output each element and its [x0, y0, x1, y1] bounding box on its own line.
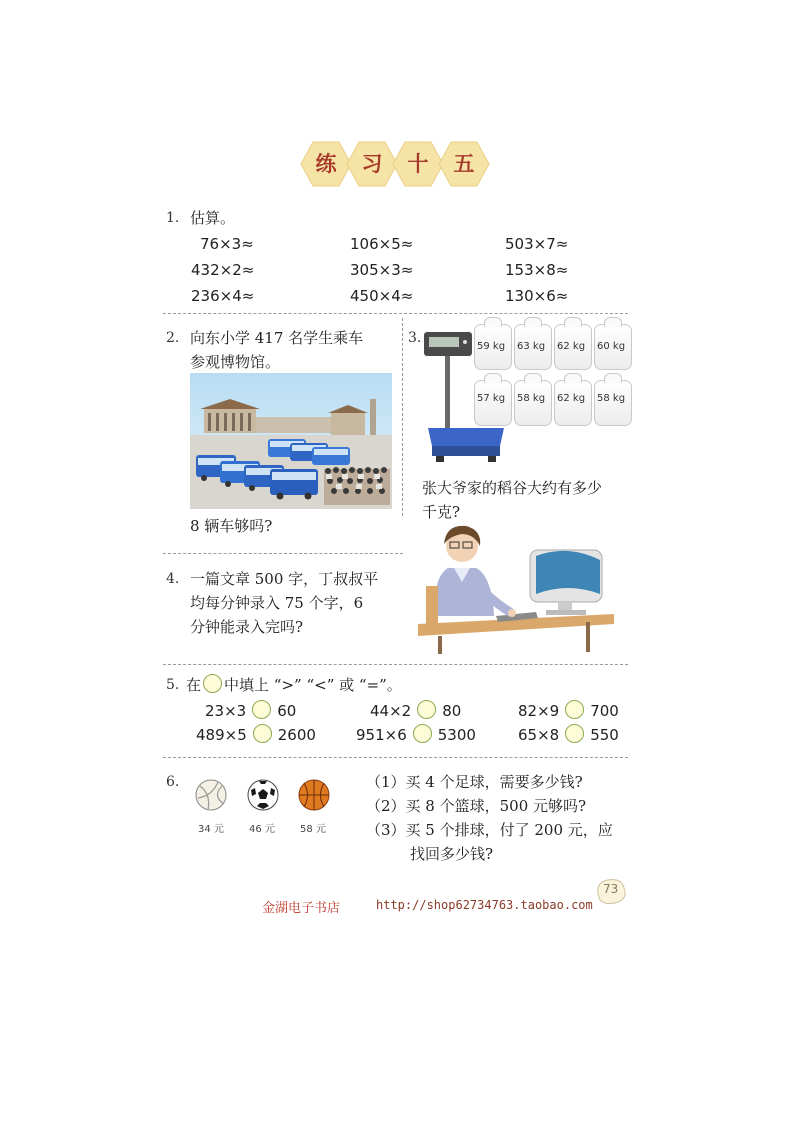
q3-number: 3.: [408, 330, 422, 346]
q5-suffix: 中填上 “>” “<” 或 “=”。: [224, 676, 402, 694]
q2-line-1: 向东小学 417 名学生乘车: [190, 329, 364, 347]
answer-circle[interactable]: [252, 700, 271, 719]
q1-item: 432×2≈: [191, 261, 255, 279]
bag-weight-label: 58 kg: [517, 393, 546, 404]
divider: [163, 664, 628, 665]
q6-sub-3: （3）买 5 个排球，付了 200 元，应: [366, 821, 613, 839]
title-char-2: 习: [361, 151, 383, 176]
bag-weight-label: 57 kg: [477, 393, 506, 404]
q6-sub-2: （2）买 8 个篮球，500 元够吗?: [366, 797, 587, 815]
title-hex-2: [346, 141, 398, 187]
divider: [163, 313, 628, 314]
q6-sub-1: （1）买 4 个足球，需要多少钱?: [366, 773, 583, 791]
title-char-3: 十: [407, 151, 429, 176]
title-hex-1: [300, 141, 352, 187]
store-name: 金湖电子书店: [262, 901, 341, 916]
bag-weight-label: 62 kg: [557, 341, 586, 352]
q1-item: 106×5≈: [350, 235, 414, 253]
q2-question: 8 辆车够吗?: [190, 517, 273, 535]
compare-item: 82×9 700: [518, 702, 619, 720]
answer-circle[interactable]: [417, 700, 436, 719]
bag-weight-label: 59 kg: [477, 341, 506, 352]
soccer-ball-price: 46 元: [249, 824, 275, 835]
typist-computer-illustration: [418, 520, 618, 656]
q1-item: 450×4≈: [350, 287, 414, 305]
answer-circle[interactable]: [253, 724, 272, 743]
q1-item: 76×3≈: [200, 235, 254, 253]
answer-circle[interactable]: [565, 724, 584, 743]
basketball-icon: [297, 778, 331, 812]
divider: [163, 757, 628, 758]
q2-line-2: 参观博物馆。: [190, 353, 281, 371]
q4-line-3: 分钟能录入完吗?: [190, 618, 304, 636]
bag-weight-label: 62 kg: [557, 393, 586, 404]
compare-item: 489×5 2600: [196, 726, 316, 744]
q5-instruction: [186, 673, 402, 697]
q4-line-2: 均每分钟录入 75 个字，6: [190, 594, 364, 612]
compare-item: 44×2 80: [370, 702, 462, 720]
store-url-link[interactable]: http://shop62734763.taobao.com: [376, 898, 593, 912]
bag-weight-label: 63 kg: [517, 341, 546, 352]
q4-line-1: 一篇文章 500 字，丁叔叔平: [190, 570, 379, 588]
bag-weight-label: 60 kg: [597, 341, 626, 352]
title-hex-3: [392, 141, 444, 187]
museum-bus-illustration: [190, 373, 392, 509]
q1-item: 130×6≈: [505, 287, 569, 305]
divider: [402, 318, 403, 516]
title-hex-4: [438, 141, 490, 187]
answer-circle[interactable]: [413, 724, 432, 743]
q3-line-1: 张大爷家的稻谷大约有多少: [422, 479, 603, 497]
q1-text: 估算。: [190, 209, 236, 227]
q2-number: 2.: [166, 330, 180, 346]
q1-item: 236×4≈: [191, 287, 255, 305]
basketball-price: 58 元: [300, 824, 326, 835]
q1-number: 1.: [166, 210, 180, 226]
q5-prefix: 在: [186, 676, 202, 694]
q1-item: 305×3≈: [350, 261, 414, 279]
q3-line-2: 千克?: [422, 503, 461, 521]
title-char-1: 练: [315, 151, 337, 176]
volleyball-icon: [194, 778, 228, 812]
divider: [163, 553, 403, 554]
q4-number: 4.: [166, 571, 180, 587]
q6-number: 6.: [166, 774, 180, 790]
bag-weight-label: 58 kg: [597, 393, 626, 404]
compare-item: 23×3 60: [205, 702, 297, 720]
answer-circle[interactable]: [565, 700, 584, 719]
q5-number: 5.: [166, 677, 180, 693]
page-number-badge: [594, 876, 628, 906]
page-number: 73: [603, 882, 619, 896]
q6-sub-3-cont: 找回多少钱?: [410, 845, 494, 863]
blank-circle-icon: [203, 674, 222, 693]
compare-item: 951×6 5300: [356, 726, 476, 744]
volleyball-price: 34 元: [198, 824, 224, 835]
soccer-ball-icon: [246, 778, 280, 812]
q1-item: 153×8≈: [505, 261, 569, 279]
q1-item: 503×7≈: [505, 235, 569, 253]
compare-item: 65×8 550: [518, 726, 619, 744]
title-char-4: 五: [453, 151, 475, 176]
